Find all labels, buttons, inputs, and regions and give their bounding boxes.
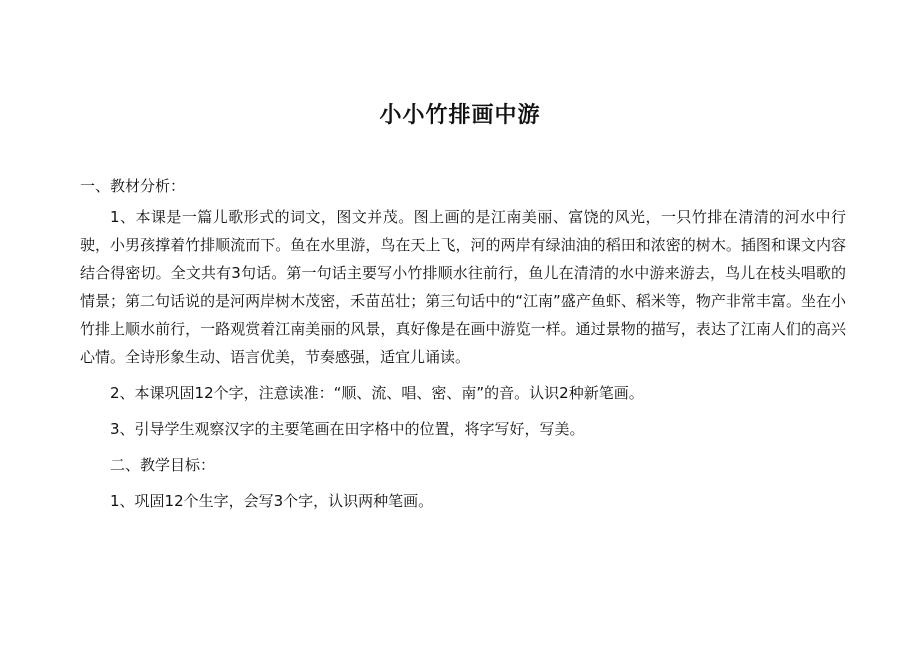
- section-heading-textbook-analysis: 一、教材分析：: [80, 177, 186, 195]
- analysis-paragraph-1: 1、本课是一篇儿歌形式的词文，图文并茂。图上画的是江南美丽、富饶的风光，一只竹排在清清的河水中行驶，小男孩撑着竹排顺流而下。鱼在水里游，鸟在天上飞，河的两岸有绿油油的稻田和浓密的树木。插图和课文内容结合得密切。全文共有3句话。第一句话主要写小竹排顺水往前行，鱼儿在清清的水中游来游去，鸟儿在枝头唱歌的情景；第二句话说的是河两岸树木茂密，禾苗茁壮；第三句话中的“江南”盛产鱼虾、稻米等，物产非常丰富。坐在小竹排上顺水前行，一路观赏着江南美丽的风景，真好像是在画中游览一样。通过景物的描写，表达了江南人们的高兴心情。全诗形象生动、语言优美，节奏感强，适宜儿诵读。: [80, 208, 846, 366]
- document-body: [80, 172, 846, 515]
- analysis-paragraph-2: 2、本课巩固12个字，注意读准：“顺、流、唱、密、南”的音。认识2种新笔画。: [110, 384, 644, 402]
- goals-paragraph-1: 1、巩固12个生字，会写3个字，认识两种笔画。: [110, 492, 434, 510]
- document-title: 小小竹排画中游: [379, 103, 541, 128]
- section-heading-teaching-goals: 二、教学目标：: [110, 456, 216, 474]
- analysis-paragraph-3: 3、引导学生观察汉字的主要笔画在田字格中的位置，将字写好，写美。: [110, 420, 585, 438]
